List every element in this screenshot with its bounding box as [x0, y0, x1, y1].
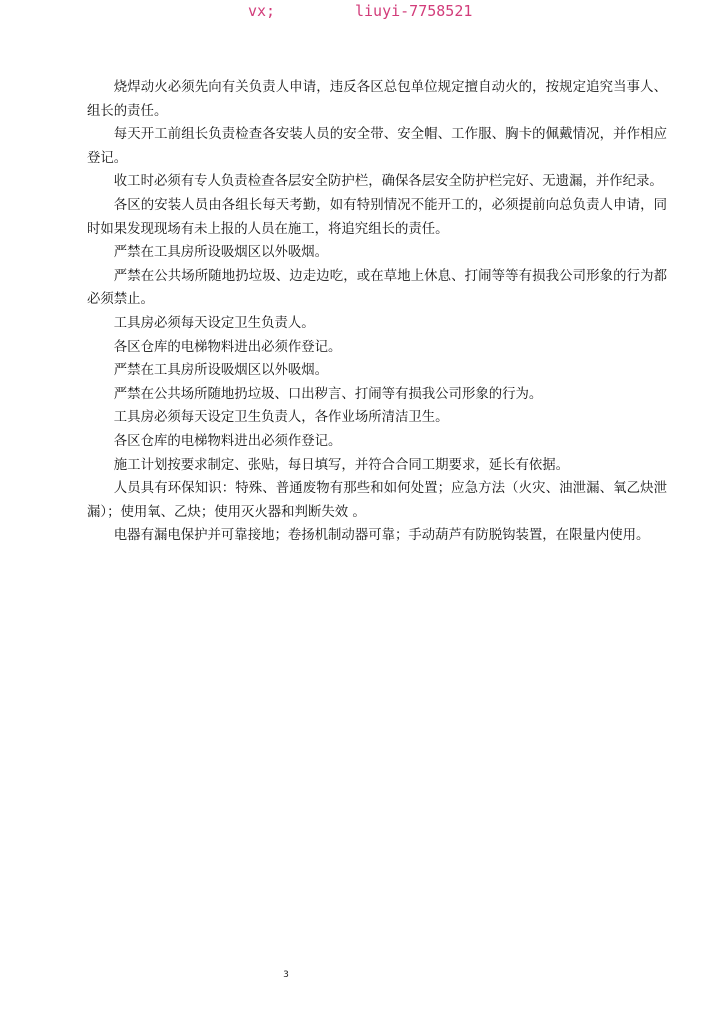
paragraph: 严禁在工具房所设吸烟区以外吸烟。 — [113, 245, 329, 261]
watermark-right-text: liuyi-7758521 — [355, 2, 473, 20]
paragraph: 烧焊动火必须先向有关负责人申请，违反各区总包单位规定擅自动火的，按规定追究当事人、组长的责任。 — [87, 80, 667, 119]
document-body — [87, 76, 667, 548]
paragraph: 严禁在公共场所随地扔垃圾、边走边吃，或在草地上休息、打闹等等有损我公司形象的行为都必须禁止。 — [87, 268, 667, 308]
paragraph: 人员具有环保知识：特殊、普通废物有那些和如何处置；应急方法（火灾、油泄漏、氧乙炔泄漏）；使用氧、乙炔；使用灭火器和判断失效 。 — [87, 481, 667, 520]
paragraph: 每天开工前组长负责检查各安装人员的安全带、安全帽、工作服、胸卡的佩戴情况，并作相应登记。 — [87, 127, 667, 166]
paragraph: 工具房必须每天设定卫生负责人。 — [113, 315, 315, 331]
paragraph: 各区仓库的电梯物料进出必须作登记。 — [113, 433, 342, 449]
watermark-left-text: vx; — [248, 2, 276, 20]
paragraph: 各区的安装人员由各组长每天考勤，如有特别情况不能开工的，必须提前向总负责人申请，同时如果发现现场有未上报的人员在施工，将追究组长的责任。 — [87, 197, 667, 237]
paragraph: 严禁在工具房所设吸烟区以外吸烟。 — [113, 363, 329, 379]
paragraph: 电器有漏电保护并可靠接地；卷扬机制动器可靠；手动葫芦有防脱钩装置，在限量内使用。 — [113, 528, 650, 544]
paragraph: 严禁在公共场所随地扔垃圾、口出秽言、打闹等有损我公司形象的行为。 — [113, 386, 543, 402]
watermark — [0, 2, 724, 22]
paragraph: 工具房必须每天设定卫生负责人，各作业场所清洁卫生。 — [113, 410, 449, 426]
page-number: 3 — [283, 970, 289, 980]
paragraph: 施工计划按要求制定、张贴，每日填写，并符合合同工期要求，延长有依据。 — [113, 457, 570, 473]
paragraph: 各区仓库的电梯物料进出必须作登记。 — [113, 339, 342, 355]
paragraph: 收工时必须有专人负责检查各层安全防护栏，确保各层安全防护栏完好、无遗漏，并作纪录。 — [113, 174, 663, 190]
